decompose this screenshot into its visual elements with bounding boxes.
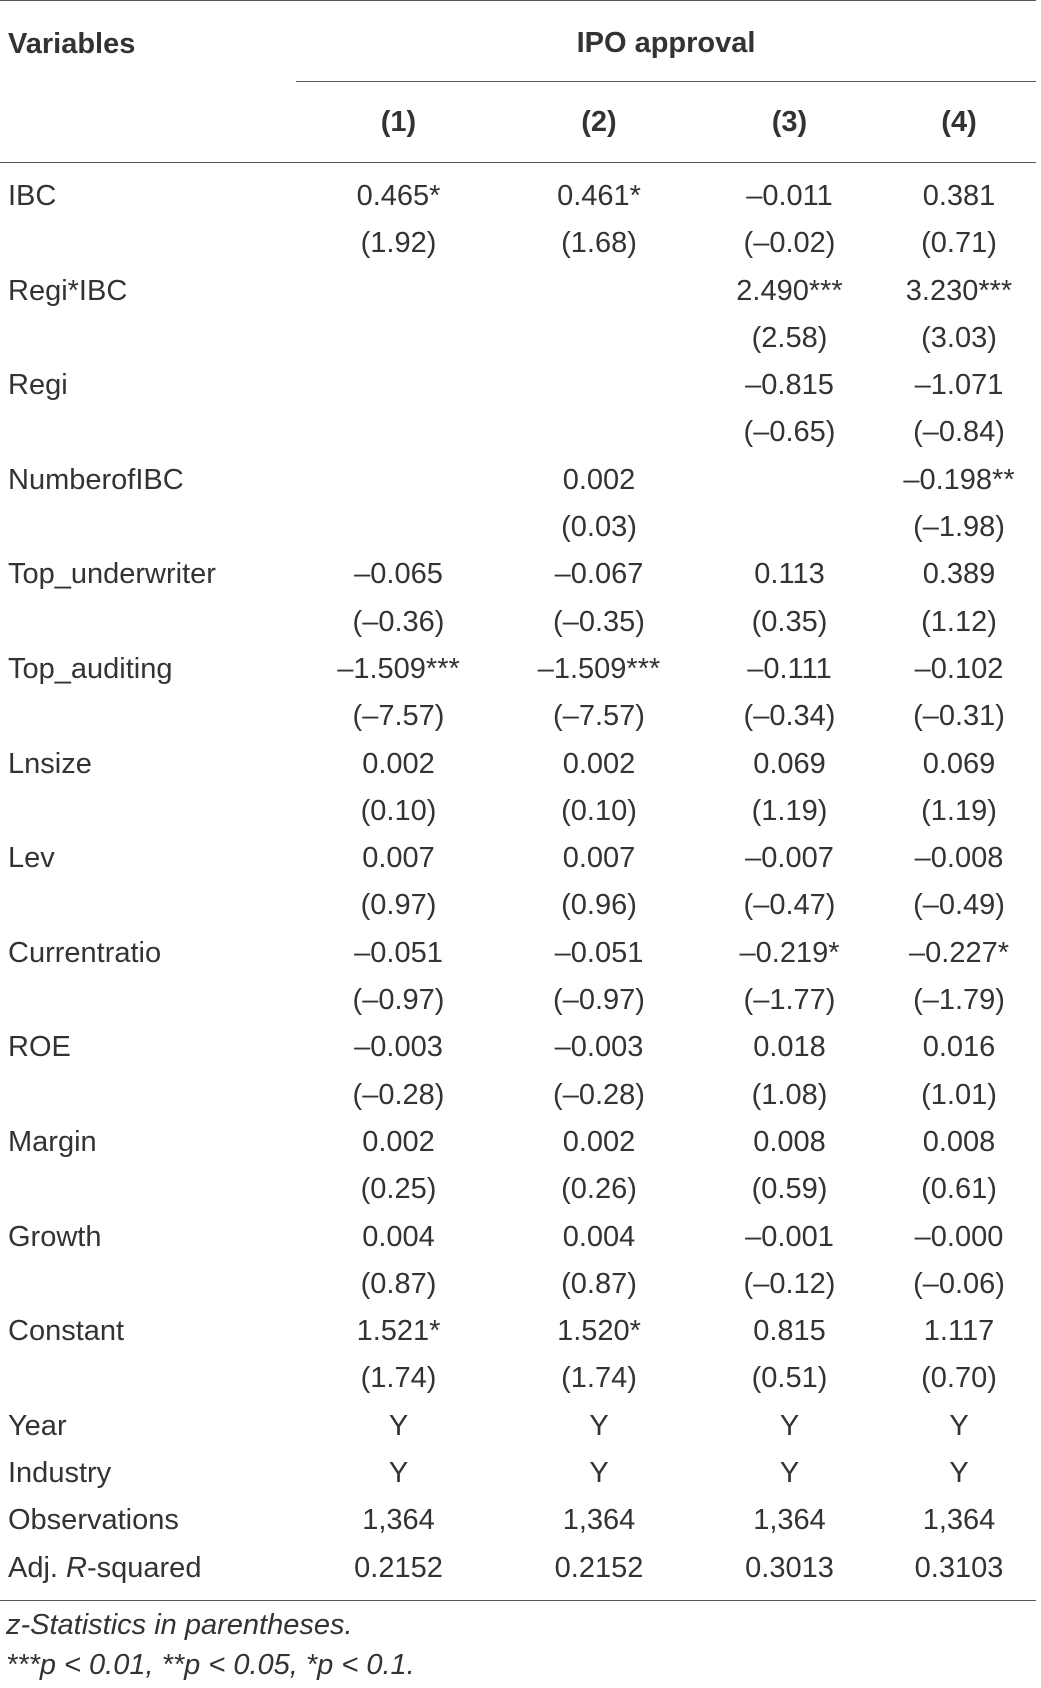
cell-model-2: (1.74) (561, 1362, 637, 1395)
cell-model-1: –0.051 (354, 936, 443, 969)
cell-model-4: 0.381 (922, 180, 996, 212)
cell-model-3: (2.58) (751, 321, 828, 354)
cell-model-3: Y (779, 1409, 800, 1442)
cell-model-4: (1.01) (921, 1078, 997, 1111)
cell-model-4: (–1.98) (913, 511, 1005, 544)
cell-model-3: (–0.47) (743, 889, 836, 922)
cell-model-4: –0.008 (914, 842, 1004, 875)
cell-model-4: 0.016 (922, 1031, 996, 1064)
cell-model-3: Y (779, 1457, 800, 1490)
cell-model-3: (0.35) (751, 605, 828, 638)
table-row (0, 1214, 1036, 1261)
table-row (0, 1545, 1036, 1601)
cell-model-2: (–0.28) (553, 1078, 645, 1111)
row-label (0, 693, 296, 740)
table-row (0, 1119, 1036, 1166)
table-row (0, 315, 1036, 362)
cell-model-3: (0.51) (751, 1362, 828, 1395)
table-row (0, 409, 1036, 456)
cell-model-2 (501, 362, 697, 409)
cell-model-4: (–1.79) (913, 984, 1005, 1017)
table-row (0, 551, 1036, 598)
cell-model-2: 1.520* (557, 1315, 641, 1348)
cell-model-4: Y (949, 1457, 969, 1490)
cell-model-3: 0.069 (753, 747, 826, 780)
cell-model-2: 0.007 (562, 842, 636, 875)
table-row (0, 1497, 1036, 1544)
table-row (0, 788, 1036, 835)
cell-model-4: –0.198** (903, 463, 1015, 496)
table-row (0, 1072, 1036, 1119)
cell-model-2: (0.26) (561, 1173, 637, 1206)
cell-model-3: –0.007 (745, 842, 834, 875)
table-row (0, 457, 1036, 504)
cell-model-4: 0.008 (922, 1125, 996, 1158)
note-significance: ***p < 0.01, **p < 0.05, *p < 0.1. (6, 1648, 415, 1681)
cell-model-3: (–0.65) (743, 416, 836, 449)
cell-model-3: 1,364 (753, 1504, 826, 1537)
cell-model-2: 0.002 (562, 747, 636, 780)
table-notes (0, 1601, 1036, 1685)
cell-model-2: –0.003 (554, 1031, 644, 1064)
cell-model-2: (–0.97) (553, 984, 645, 1017)
cell-model-1: 0.007 (362, 842, 435, 875)
cell-model-4: 1,364 (922, 1504, 996, 1537)
row-label: Currentratio (8, 936, 162, 969)
cell-model-4: (3.03) (921, 321, 997, 354)
cell-model-2: 0.2152 (501, 1545, 697, 1601)
cell-model-1: (1.92) (360, 227, 437, 260)
column-header-4: (4) (882, 82, 1036, 163)
cell-model-2: –0.051 (554, 936, 644, 969)
cell-model-1: 0.004 (362, 1220, 435, 1253)
cell-model-1 (296, 315, 501, 362)
row-label: Margin (8, 1125, 97, 1158)
cell-model-3: –0.219* (739, 936, 840, 969)
cell-model-4: 3.230*** (905, 274, 1013, 307)
cell-model-1 (296, 504, 501, 551)
cell-model-3: 0.113 (754, 558, 825, 591)
cell-model-4: Y (949, 1409, 969, 1442)
table-body (0, 163, 1036, 1601)
cell-model-1: 0.465* (356, 180, 441, 212)
table-row (0, 1166, 1036, 1213)
cell-model-2: 1,364 (562, 1504, 636, 1537)
cell-model-3: (1.08) (751, 1078, 828, 1111)
table-row (0, 599, 1036, 646)
cell-model-4: (0.70) (921, 1362, 997, 1395)
header-row-columns (0, 82, 1036, 163)
row-label (0, 882, 296, 929)
cell-model-1: 0.002 (362, 747, 435, 780)
row-label: Lev (8, 842, 55, 875)
cell-model-4: –0.227* (909, 936, 1009, 969)
table-row (0, 646, 1036, 693)
cell-model-2: (0.87) (561, 1267, 637, 1300)
cell-model-2: –1.509*** (537, 652, 661, 685)
cell-model-4: (1.12) (921, 605, 997, 638)
cell-model-3: 0.018 (753, 1031, 826, 1064)
cell-model-4: 0.069 (922, 747, 996, 780)
table-row (0, 835, 1036, 882)
header-blank-cell (0, 82, 296, 163)
row-label: Top_auditing (8, 652, 173, 685)
row-label: Top_underwriter (8, 558, 216, 591)
cell-model-1: (1.74) (360, 1362, 437, 1395)
cell-model-2: (–0.35) (553, 605, 645, 638)
cell-model-2 (501, 268, 697, 315)
cell-model-3: (–0.34) (743, 700, 836, 733)
table-row (0, 930, 1036, 977)
row-label: IBC (8, 180, 57, 212)
cell-model-4: (–0.84) (913, 416, 1005, 449)
cell-model-4: 0.389 (922, 558, 996, 591)
row-label (0, 220, 296, 267)
cell-model-3 (697, 457, 882, 504)
row-label: Growth (8, 1220, 102, 1253)
row-label (0, 788, 296, 835)
row-label: Lnsize (8, 747, 92, 780)
cell-model-1: 1.521* (356, 1315, 441, 1348)
cell-model-2: –0.067 (554, 558, 644, 591)
row-label-prefix: Adj. (8, 1551, 67, 1584)
cell-model-2 (501, 315, 697, 362)
row-label: Year (8, 1409, 67, 1442)
cell-model-2: (0.96) (561, 889, 637, 922)
cell-model-3: –0.011 (746, 180, 833, 212)
cell-model-3: –0.815 (745, 369, 834, 402)
cell-model-1: (–0.28) (352, 1078, 445, 1111)
row-label-suffix: -squared (86, 1551, 202, 1584)
cell-model-2: Y (589, 1409, 609, 1442)
table-row (0, 504, 1036, 551)
header-row-group (0, 1, 1036, 83)
cell-model-3: –0.111 (747, 652, 832, 685)
cell-model-1 (296, 362, 501, 409)
cell-model-2: (1.68) (561, 227, 637, 260)
table-row (0, 362, 1036, 409)
cell-model-3 (697, 504, 882, 551)
row-label: Industry (8, 1457, 112, 1490)
row-label: Constant (8, 1315, 125, 1348)
cell-model-4: (0.61) (921, 1173, 997, 1206)
cell-model-2: 0.002 (562, 463, 636, 496)
table-row (0, 1308, 1036, 1355)
cell-model-4: –1.071 (914, 369, 1004, 402)
row-label (0, 409, 296, 456)
cell-model-1 (296, 457, 501, 504)
cell-model-4: –0.000 (914, 1220, 1004, 1253)
row-label (0, 504, 296, 551)
cell-model-1: (0.97) (360, 889, 437, 922)
table-row (0, 1261, 1036, 1308)
row-label (0, 599, 296, 646)
cell-model-2: (0.03) (561, 511, 637, 544)
cell-model-1: –0.003 (354, 1031, 443, 1064)
table-row (0, 220, 1036, 267)
cell-model-1 (296, 409, 501, 456)
cell-model-4: –0.102 (914, 652, 1004, 685)
table-row (0, 1355, 1036, 1402)
cell-model-3: –0.001 (745, 1220, 834, 1253)
column-header-2: (2) (501, 82, 697, 163)
cell-model-1: –1.509*** (337, 652, 460, 685)
row-label: Regi (8, 369, 68, 402)
table-row (0, 741, 1036, 788)
cell-model-4: 1.117 (923, 1315, 995, 1348)
cell-model-1: (–0.97) (352, 984, 445, 1017)
cell-model-1: (0.87) (360, 1267, 437, 1300)
column-header-1: (1) (296, 82, 501, 163)
note-z-statistics: z-Statistics in parentheses. (6, 1608, 353, 1641)
row-label (0, 1166, 296, 1213)
cell-model-1: Y (388, 1457, 409, 1490)
variables-header: Variables (0, 1, 296, 83)
row-label (0, 1355, 296, 1402)
cell-model-2: 0.004 (562, 1220, 636, 1253)
cell-model-4: (–0.49) (913, 889, 1005, 922)
row-label (0, 977, 296, 1024)
cell-model-1: Y (388, 1409, 409, 1442)
row-label: Observations (8, 1504, 179, 1537)
row-label (0, 1072, 296, 1119)
row-label: Regi*IBC (8, 274, 128, 307)
cell-model-3: 0.3013 (697, 1545, 882, 1601)
cell-model-1: 0.2152 (296, 1545, 501, 1601)
table-row (0, 268, 1036, 315)
cell-model-1: (0.25) (360, 1173, 437, 1206)
cell-model-4: (0.71) (921, 227, 997, 260)
cell-model-3: 0.008 (753, 1125, 826, 1158)
cell-model-1: 1,364 (362, 1504, 435, 1537)
cell-model-2: 0.461* (557, 180, 641, 212)
ipo-approval-label: IPO approval (296, 5, 1036, 82)
table-row (0, 882, 1036, 929)
cell-model-4: (–0.06) (913, 1267, 1005, 1300)
table-row (0, 1024, 1036, 1071)
row-label (0, 1545, 296, 1601)
cell-model-2: Y (589, 1457, 609, 1490)
ipo-approval-header (296, 1, 1036, 83)
cell-model-3: 2.490*** (736, 274, 843, 307)
cell-model-2: (–7.57) (553, 700, 645, 733)
cell-model-4: (1.19) (921, 794, 997, 827)
cell-model-3: (–0.12) (743, 1267, 836, 1300)
cell-model-3: (1.19) (751, 794, 828, 827)
cell-model-2: (0.10) (561, 794, 637, 827)
cell-model-4: 0.3103 (882, 1545, 1036, 1601)
table-row (0, 1450, 1036, 1497)
cell-model-3: 0.815 (753, 1315, 826, 1348)
table-row (0, 977, 1036, 1024)
cell-model-1 (296, 268, 501, 315)
table-row (0, 1403, 1036, 1450)
cell-model-1: (0.10) (360, 794, 437, 827)
row-label: NumberofIBC (8, 463, 184, 496)
table-row (0, 163, 1036, 221)
row-label (0, 315, 296, 362)
row-label (0, 1261, 296, 1308)
table-row (0, 693, 1036, 740)
cell-model-1: 0.002 (362, 1125, 435, 1158)
cell-model-2 (501, 409, 697, 456)
cell-model-4: (–0.31) (913, 700, 1005, 733)
cell-model-1: (–0.36) (352, 605, 445, 638)
column-header-3: (3) (697, 82, 882, 163)
cell-model-3: (–1.77) (743, 984, 836, 1017)
cell-model-3: (0.59) (751, 1173, 828, 1206)
cell-model-2: 0.002 (562, 1125, 636, 1158)
row-label: ROE (8, 1031, 71, 1064)
cell-model-1: (–7.57) (352, 700, 445, 733)
cell-model-3: (–0.02) (743, 227, 836, 260)
cell-model-1: –0.065 (354, 558, 443, 591)
row-label-italic: R (66, 1551, 87, 1584)
